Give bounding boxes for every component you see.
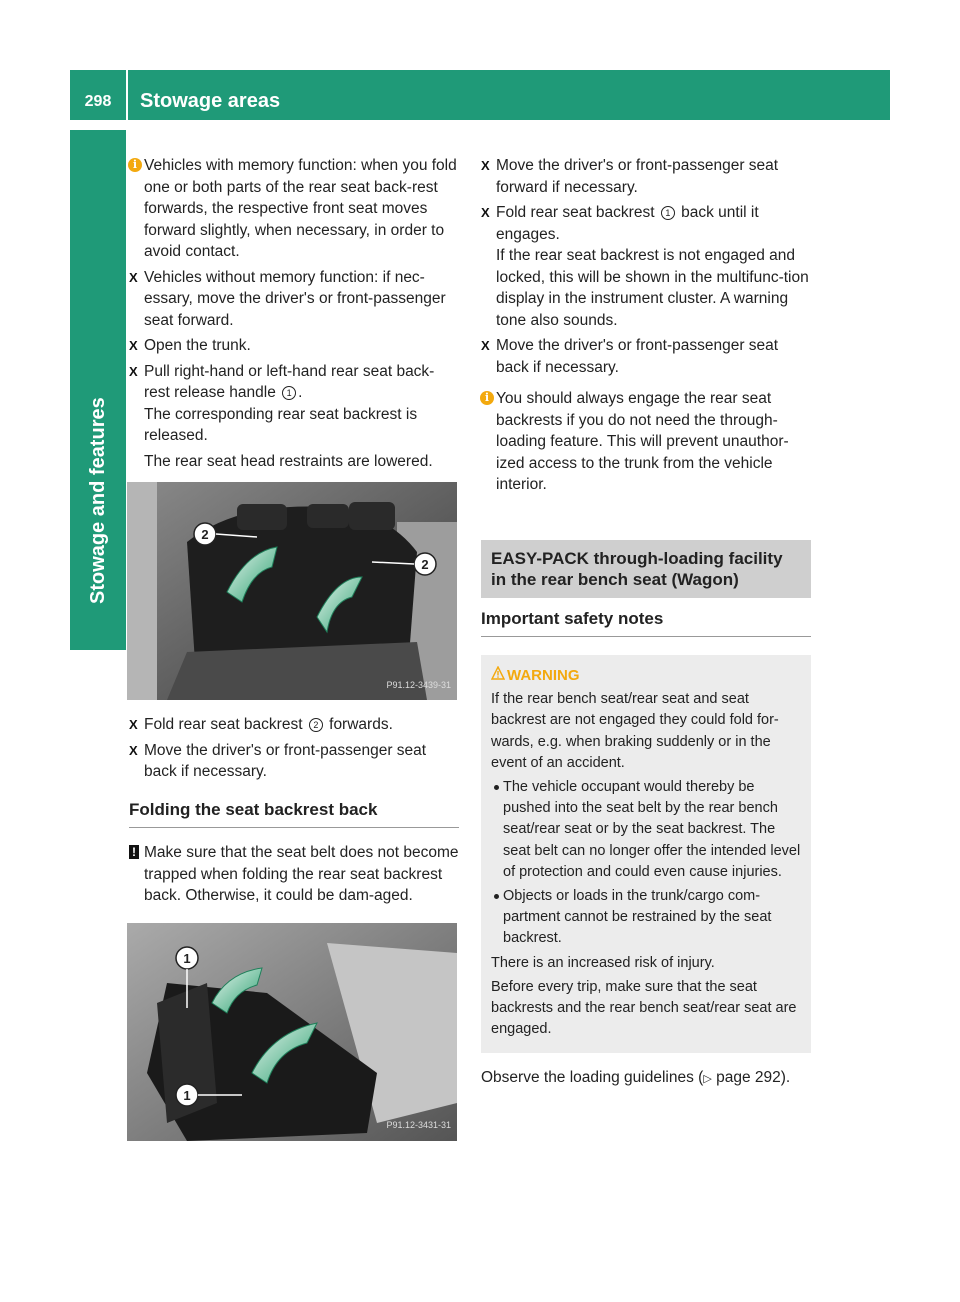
bullet-text: The vehicle occupant would thereby be pushed into the seat belt by the rear bench seat/rear seat or by the seat backrest. The seat belt can no longer offer the intended level of protection and could even cause injuries. (503, 779, 801, 880)
step-arrow-icon: X (481, 205, 490, 220)
warning-risk: There is an increased risk of injury. (491, 954, 715, 971)
callout-1-label: 1 (183, 950, 191, 966)
step-result: If the rear seat backrest is not engaged and locked, this will be shown in the multifunc-tion display in the instrument cluster. A warning tone also sounds. (496, 247, 809, 329)
warning-triangle-icon (491, 666, 505, 680)
step-text: Move the driver's or front-passenger seat back if necessary. (496, 337, 779, 376)
step-arrow-icon: X (481, 338, 490, 353)
step-text: Vehicles without memory function: if nec-essary, move the driver's or front-passenger seat forward. (144, 268, 446, 329)
step-arrow-icon: X (481, 158, 490, 173)
info-note-text: You should always engage the rear seat backrests if you do not need the through-loading feature. This will prevent unauthor-ized access to the trunk from the vehicle interior. (496, 390, 789, 493)
step-move-seat-forward (481, 155, 811, 198)
observe-guidelines (481, 1067, 811, 1091)
step-move-seat (129, 267, 459, 332)
callout-2-label: 2 (201, 527, 209, 542)
page-number: 298 (84, 93, 112, 110)
step-arrow-icon: X (129, 742, 138, 758)
step-arrow-icon: X (129, 338, 138, 353)
backrest-illustration (127, 923, 457, 1141)
info-icon: i (128, 158, 142, 172)
step-arrow-icon: X (129, 363, 138, 379)
warning-bullet (481, 886, 801, 950)
safety-notes-heading: Important safety notes (481, 608, 811, 638)
step-fold-back (481, 202, 811, 331)
step-text: Open the trunk. (144, 337, 251, 354)
step-result: The corresponding rear seat backrest is released. (144, 405, 418, 444)
step-move-seat-back (129, 740, 459, 783)
step-text: Pull right-hand or left-hand rear seat back-rest release handle (144, 362, 435, 401)
callout-2-icon: 2 (309, 718, 323, 732)
step-text-end: . (298, 384, 303, 401)
info-icon: i (480, 391, 494, 405)
warning-label: WARNING (507, 667, 580, 684)
observe-text: Observe the loading guidelines ( (481, 1069, 704, 1087)
callout-2-label: 2 (421, 557, 429, 572)
warning-box (481, 655, 811, 1053)
callout-1-icon: 1 (282, 386, 296, 400)
info-note-engage (481, 388, 811, 496)
step-text: Move the driver's or front-passenger seat back if necessary. (144, 741, 427, 780)
header-divider (126, 70, 128, 120)
step-text: Fold rear seat backrest (496, 204, 659, 221)
photo-code: P91.12-3439-31 (386, 679, 451, 690)
step-pull-handle (129, 361, 459, 473)
caution-text: Make sure that the seat belt does not become trapped when folding the rear seat backrest back. Otherwise, it could be dam-aged. (144, 844, 459, 904)
warning-bullet (481, 777, 801, 883)
right-column (481, 155, 811, 1095)
step-result: The rear seat head restraints are lowered. (144, 452, 433, 470)
info-note-memory (129, 155, 459, 263)
page-title: Stowage areas (140, 90, 281, 112)
page-ref-link[interactable]: page 292). (711, 1069, 791, 1087)
caution-icon: ! (129, 845, 139, 859)
page-ref-arrow-icon: ▷ (703, 1073, 712, 1086)
info-note-text: Vehicles with memory function: when you fold one or both parts of the rear seat back-rest forwards, the respective front seat moves forward slightly, when necessary, in order to avoid contact. (144, 157, 457, 260)
photo-rear-seat-folding (127, 482, 457, 700)
warning-intro: If the rear bench seat/rear seat and seat backrest are not engaged they could fold for-wards, e.g. when braking suddenly or in the event of an accident. (491, 691, 779, 771)
left-column (129, 155, 459, 1155)
step-move-seat-back-right (481, 335, 811, 378)
step-fold-forward (129, 714, 459, 736)
step-text: Fold rear seat backrest (144, 716, 307, 733)
warning-before-trip: Before every trip, make sure that the seat backrests and the rear bench seat/rear seat are engaged. (491, 978, 797, 1038)
easy-pack-heading: EASY-PACK through-loading facility in the rear bench seat (Wagon) (481, 540, 811, 598)
warning-title (481, 665, 801, 686)
rear-seat-illustration (127, 482, 457, 700)
step-arrow-icon: X (129, 717, 138, 732)
section-heading: Folding the seat backrest back (129, 799, 459, 829)
photo-backrest-back (127, 923, 457, 1141)
bullet-text: Objects or loads in the trunk/cargo com-partment cannot be restrained by the seat backrest. (503, 888, 772, 947)
bullet-dot (494, 894, 499, 899)
chapter-sidebar (70, 130, 126, 650)
step-text-end: back until it engages. (496, 204, 759, 243)
page-header (70, 70, 890, 120)
step-open-trunk (129, 335, 459, 357)
photo-code: P91.12-3431-31 (386, 1120, 451, 1130)
chapter-label: Stowage and features (87, 397, 109, 604)
callout-1-icon: 1 (661, 206, 675, 220)
step-text: Move the driver's or front-passenger seat forward if necessary. (496, 157, 779, 196)
caution-note (129, 842, 459, 907)
bullet-dot (494, 785, 499, 790)
callout-1-label: 1 (183, 1087, 191, 1103)
step-arrow-icon: X (129, 269, 138, 285)
step-text-end: forwards. (324, 716, 393, 733)
